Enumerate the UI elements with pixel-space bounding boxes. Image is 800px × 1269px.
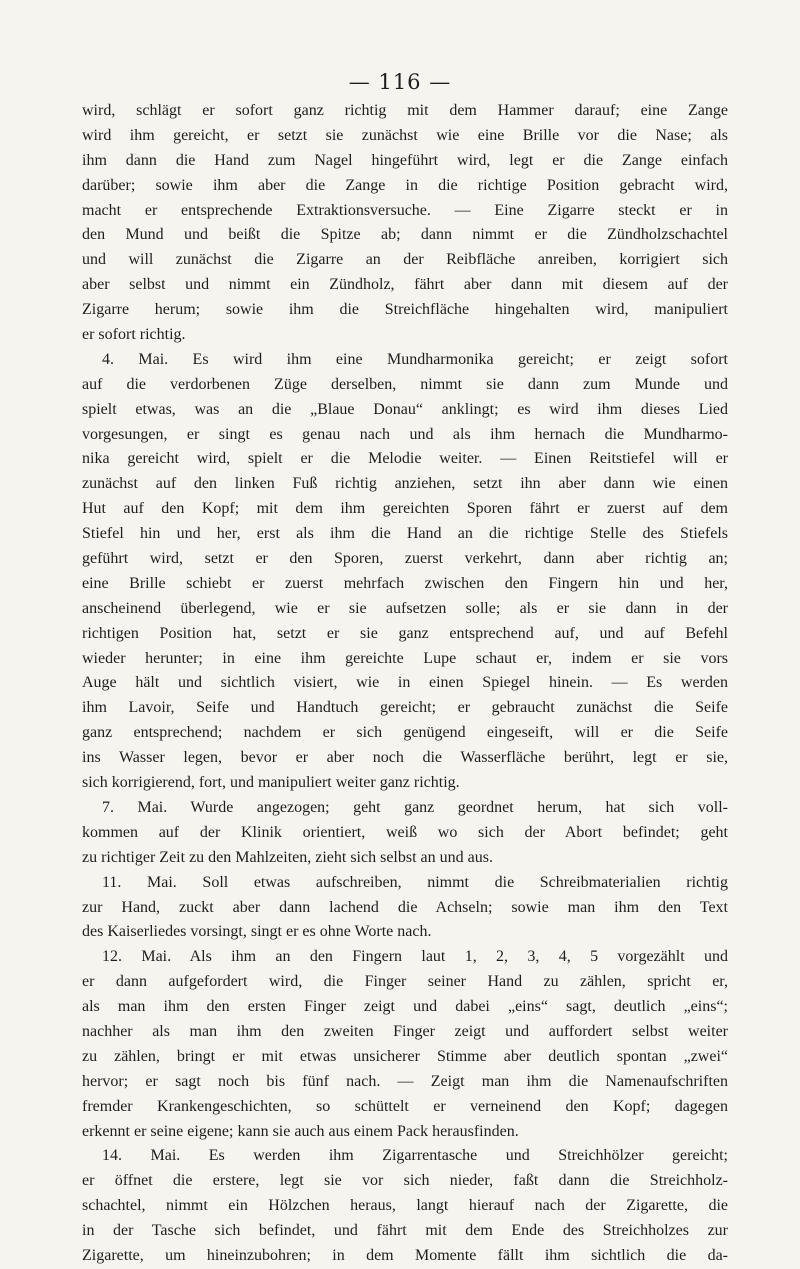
text-line: ganz entsprechend; nachdem er sich genügend eingeseift, will er die Seife bbox=[82, 724, 728, 742]
text-line: nika gereicht wird, spielt er die Melodie weiter. — Einen Reitstiefel will er bbox=[82, 450, 728, 468]
text-line: aber selbst und nimmt ein Zündholz, fährt aber dann mit diesem auf der bbox=[82, 276, 728, 294]
text-line: nachher als man ihm den zweiten Finger zeigt und auffordert selbst weiter bbox=[82, 1022, 728, 1040]
text-line: Zigarette, um hineinzubohren; in dem Momente fällt ihm sichtlich die da- bbox=[82, 1246, 728, 1264]
text-line: auf die verdorbenen Züge derselben, nimmt sie dann zum Munde und bbox=[82, 375, 728, 393]
text-line: 11. Mai. Soll etwas aufschreiben, nimmt die Schreibmaterialien richtig bbox=[102, 873, 728, 891]
text-line: sich korrigierend, fort, und manipuliert weiter ganz richtig. bbox=[82, 774, 460, 792]
text-line: hervor; er sagt noch bis fünf nach. — Zeigt man ihm die Namenaufschriften bbox=[82, 1072, 728, 1090]
text-line: 4. Mai. Es wird ihm eine Mundharmonika gereicht; er zeigt sofort bbox=[102, 350, 728, 368]
body-text bbox=[82, 99, 728, 1269]
text-line: als man ihm den ersten Finger zeigt und dabei „eins“ sagt, deutlich „eins“; bbox=[82, 998, 728, 1016]
text-line: er öffnet die erstere, legt sie vor sich nieder, faßt dann die Streichholz- bbox=[82, 1172, 728, 1190]
text-line: in der Tasche sich befindet, und fährt mit dem Ende des Streichholzes zur bbox=[82, 1222, 728, 1240]
text-line: spielt etwas, was an die „Blaue Donau“ anklingt; es wird ihm dieses Lied bbox=[82, 400, 728, 418]
text-line: ihm dann die Hand zum Nagel hingeführt wird, legt er die Zange einfach bbox=[82, 151, 728, 169]
text-line: Stiefel hin und her, erst als ihm die Hand an die richtige Stelle des Stiefels bbox=[82, 525, 728, 543]
text-line: erkennt er seine eigene; kann sie auch aus einem Pack herausfinden. bbox=[82, 1122, 519, 1140]
text-line: den Mund und beißt die Spitze ab; dann nimmt er die Zündholzschachtel bbox=[82, 226, 728, 244]
text-line: kommen auf der Klinik orientiert, weiß wo sich der Abort befindet; geht bbox=[82, 823, 728, 841]
text-line: darüber; sowie ihm aber die Zange in die richtige Position gebracht wird, bbox=[82, 176, 728, 194]
text-line: wird, schlägt er sofort ganz richtig mit dem Hammer darauf; eine Zange bbox=[82, 102, 728, 119]
text-line: wieder herunter; in eine ihm gereichte Lupe schaut er, indem er sie vors bbox=[82, 649, 728, 667]
text-line: anscheinend überlegend, wie er sie aufsetzen solle; als er sie dann in der bbox=[82, 599, 728, 617]
text-line: ins Wasser legen, bevor er aber noch die Wasserfläche berührt, legt er sie, bbox=[82, 749, 728, 767]
text-line: Hut auf den Kopf; mit dem ihm gereichten Sporen fährt er zuerst auf dem bbox=[82, 500, 728, 518]
text-line: Auge hält und sichtlich visiert, wie in einen Spiegel hinein. — Es werden bbox=[82, 674, 728, 692]
text-line: 14. Mai. Es werden ihm Zigarrentasche und Streichhölzer gereicht; bbox=[102, 1147, 728, 1165]
text-line: richtigen Position hat, setzt er sie ganz entsprechend auf, und auf Befehl bbox=[82, 624, 728, 642]
text-line: und will zunächst die Zigarre an der Reibfläche anreiben, korrigiert sich bbox=[82, 251, 728, 269]
text-line: er sofort richtig. bbox=[82, 326, 186, 344]
text-line: zur Hand, zuckt aber dann lachend die Achseln; sowie man ihm den Text bbox=[82, 898, 728, 916]
text-line: zu richtiger Zeit zu den Mahlzeiten, zieht sich selbst an und aus. bbox=[82, 848, 493, 866]
text-line: zu zählen, bringt er mit etwas unsicherer Stimme aber deutlich spontan „zwei“ bbox=[82, 1047, 728, 1065]
text-line: schachtel, nimmt ein Hölzchen heraus, langt hierauf nach der Zigarette, die bbox=[82, 1197, 728, 1215]
text-line: eine Brille schiebt er zuerst mehrfach zwischen den Fingern hin und her, bbox=[82, 574, 728, 592]
text-line: des Kaiserliedes vorsingt, singt er es ohne Worte nach. bbox=[82, 923, 432, 941]
text-line: wird ihm gereicht, er setzt sie zunächst wie eine Brille vor die Nase; als bbox=[82, 126, 728, 144]
text-line: geführt wird, setzt er den Sporen, zuerst verkehrt, dann aber richtig an; bbox=[82, 550, 728, 568]
text-line: 7. Mai. Wurde angezogen; geht ganz geordnet herum, hat sich voll- bbox=[102, 798, 728, 816]
text-line: fremder Krankengeschichten, so schüttelt er verneinend den Kopf; dagegen bbox=[82, 1097, 728, 1115]
text-line: Zigarre herum; sowie ihm die Streichfläche hingehalten wird, manipuliert bbox=[82, 301, 728, 319]
text-line: zunächst auf den linken Fuß richtig anziehen, setzt ihn aber dann wie einen bbox=[82, 475, 728, 493]
text-line: macht er entsprechende Extraktionsversuche. — Eine Zigarre steckt er in bbox=[82, 201, 728, 219]
text-line: er dann aufgefordert wird, die Finger seiner Hand zu zählen, spricht er, bbox=[82, 973, 728, 991]
text-line: vorgesungen, er singt es genau nach und als ihm hernach die Mundharmo- bbox=[82, 425, 728, 443]
text-line: ihm Lavoir, Seife und Handtuch gereicht; er gebraucht zunächst die Seife bbox=[82, 699, 728, 717]
text-line: 12. Mai. Als ihm an den Fingern laut 1, 2, 3, 4, 5 vorgezählt und bbox=[102, 948, 728, 966]
page-number: — 116 — bbox=[348, 70, 452, 94]
